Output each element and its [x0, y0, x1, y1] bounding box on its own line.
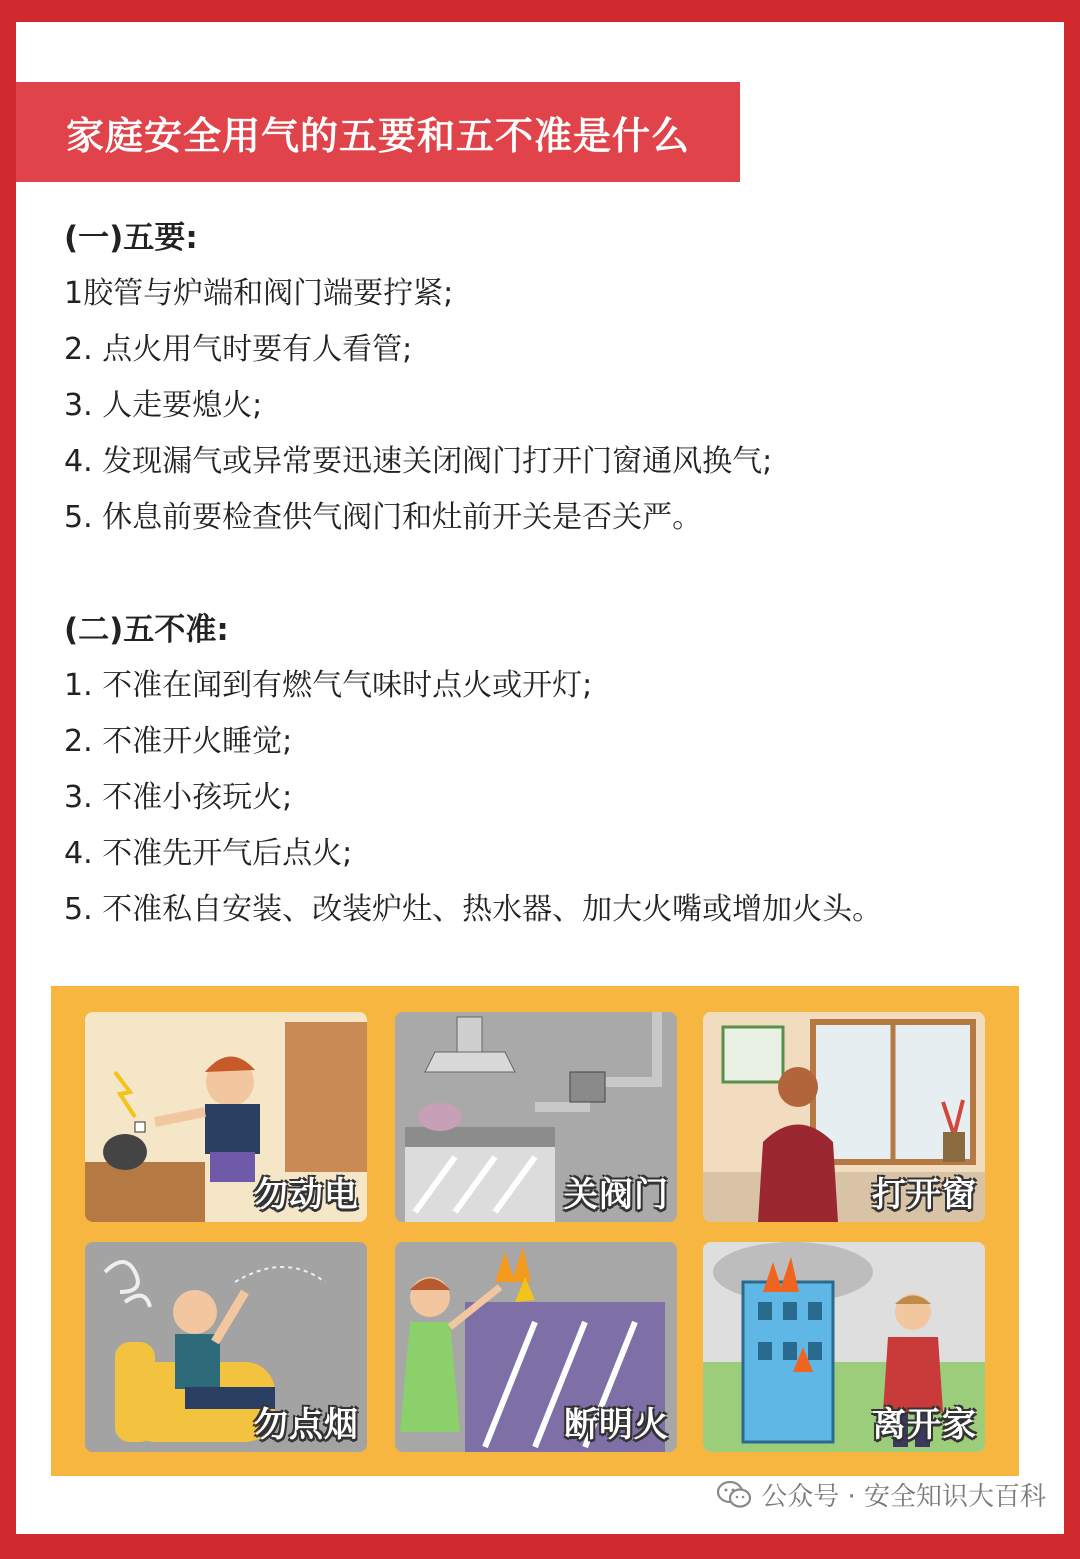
section-heading: (一)五要: — [64, 220, 198, 256]
title-banner — [16, 82, 740, 182]
list-item: 4. 不准先开气后点火; — [64, 836, 353, 871]
list-item: 1. 不准在闻到有燃气气味时点火或开灯; — [64, 668, 593, 703]
list-item: 3. 人走要熄火; — [64, 388, 263, 423]
panel-close-valve — [395, 1012, 677, 1222]
page-title: 家庭安全用气的五要和五不准是什么 — [66, 113, 691, 158]
poster-card — [16, 22, 1064, 1534]
panel-caption: 离开家 — [872, 1405, 977, 1445]
list-item: 5. 休息前要检查供气阀门和灶前开关是否关严。 — [64, 500, 703, 535]
footer-attribution — [717, 1476, 1046, 1513]
panel-leave-home — [703, 1242, 985, 1452]
illustration-grid — [51, 986, 1019, 1476]
section-heading: (二)五不准: — [64, 612, 229, 648]
panel-caption: 打开窗 — [872, 1175, 977, 1215]
panel-cut-flame — [395, 1242, 677, 1452]
footer-text: 公众号 · 安全知识大百科 — [761, 1482, 1046, 1512]
five-musts-section — [64, 210, 772, 546]
panel-caption: 断明火 — [564, 1405, 669, 1445]
wechat-icon — [717, 1481, 751, 1509]
list-item: 3. 不准小孩玩火; — [64, 780, 293, 815]
panel-open-window — [703, 1012, 985, 1222]
panel-caption: 关阀门 — [564, 1175, 669, 1215]
panel-no-electric — [85, 1012, 367, 1222]
panel-caption: 勿点烟 — [254, 1405, 359, 1445]
list-item: 1胶管与炉端和阀门端要拧紧; — [64, 276, 454, 311]
panel-caption: 勿动电 — [254, 1175, 359, 1215]
panel-no-smoking — [85, 1242, 367, 1452]
list-item: 4. 发现漏气或异常要迅速关闭阀门打开门窗通风换气; — [64, 444, 773, 479]
list-item: 2. 点火用气时要有人看管; — [64, 332, 413, 367]
list-item: 5. 不准私自安装、改装炉灶、热水器、加大火嘴或增加火头。 — [64, 892, 883, 927]
list-item: 2. 不准开火睡觉; — [64, 724, 293, 759]
five-donts-section — [64, 602, 882, 938]
